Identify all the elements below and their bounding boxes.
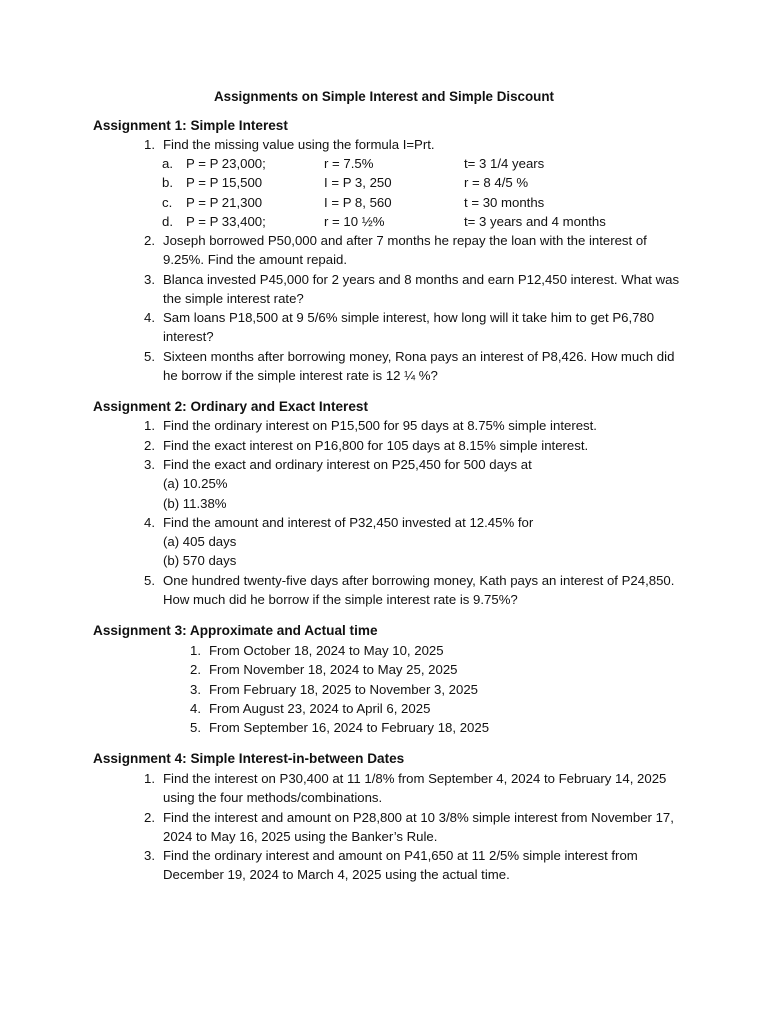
list-item: 4. Find the amount and interest of P32,450 invested at 12.45% for — [144, 515, 534, 530]
list-item: 3. From February 18, 2025 to November 3, 2025 — [190, 682, 479, 697]
sub-item-d: d. P = P 33,400; r = 10 ½% t= 3 years and 4 months — [162, 214, 606, 229]
sub-item-c: c. P = P 21,300 I = P 8, 560 t = 30 months — [162, 195, 545, 210]
option-a: (a) 10.25% — [163, 476, 228, 491]
list-item: 1. Find the interest on P30,400 at 11 1/8% from September 4, 2024 to February 14, 2025 using the four methods/combinations. — [144, 771, 667, 806]
list-item: 1. From October 18, 2024 to May 10, 2025 — [190, 643, 444, 658]
option-b: (b) 11.38% — [163, 496, 227, 511]
list-item: 5. Sixteen months after borrowing money, Rona pays an interest of P8,426. How much did he borrow if the simple interest rate is 12 ¼ %? — [144, 349, 675, 384]
assignment-1-heading: Assignment 1: Simple Interest — [93, 118, 288, 133]
assignment-3-heading: Assignment 3: Approximate and Actual time — [93, 623, 378, 638]
sub-item-b: b. P = P 15,500 I = P 3, 250 r = 8 4/5 % — [162, 175, 529, 190]
document-title: Assignments on Simple Interest and Simple Discount — [213, 89, 555, 104]
list-item: 5. One hundred twenty-five days after borrowing money, Kath pays an interest of P24,850. How much did he borrow if the simple interest rate is 9.75%? — [144, 573, 675, 608]
list-item: 4. From August 23, 2024 to April 6, 2025 — [190, 701, 431, 716]
list-item: 2. Find the interest and amount on P28,800 at 10 3/8% simple interest from November 17, 2024 to May 16, 2025 using the Banker’s Rule. — [144, 810, 674, 845]
item-number: 1. — [144, 137, 155, 152]
sub-item-a: a. P = P 23,000; r = 7.5% t= 3 1/4 years — [162, 156, 545, 171]
list-item: 2. Joseph borrowed P50,000 and after 7 months he repay the loan with the interest of 9.25%. Find the amount repaid. — [144, 233, 647, 268]
assignment-2-heading: Assignment 2: Ordinary and Exact Interest — [93, 399, 368, 414]
list-item: 2. Find the exact interest on P16,800 for 105 days at 8.15% simple interest. — [144, 438, 589, 453]
assignment-4-heading: Assignment 4: Simple Interest-in-between Dates — [93, 751, 405, 766]
option-a: (a) 405 days — [163, 534, 237, 549]
item-text: Find the missing value using the formula I=Prt. — [163, 137, 435, 152]
list-item: 1. Find the ordinary interest on P15,500 for 95 days at 8.75% simple interest. — [144, 418, 597, 433]
list-item: 3. Blanca invested P45,000 for 2 years and 8 months and earn P12,450 interest. What was the simple interest rate? — [144, 272, 680, 307]
list-item: 3. Find the ordinary interest and amount on P41,650 at 11 2/5% simple interest from December 19, 2024 to March 4, 2025 using the actual time. — [144, 848, 638, 883]
list-item — [137, 135, 682, 154]
list-item: 4. Sam loans P18,500 at 9 5/6% simple interest, how long will it take him to get P6,780 interest? — [144, 310, 655, 345]
list-item: 3. Find the exact and ordinary interest on P25,450 for 500 days at — [144, 457, 532, 472]
option-b: (b) 570 days — [163, 553, 237, 568]
list-item: 2. From November 18, 2024 to May 25, 2025 — [190, 662, 458, 677]
list-item: 5. From September 16, 2024 to February 18, 2025 — [190, 720, 490, 735]
